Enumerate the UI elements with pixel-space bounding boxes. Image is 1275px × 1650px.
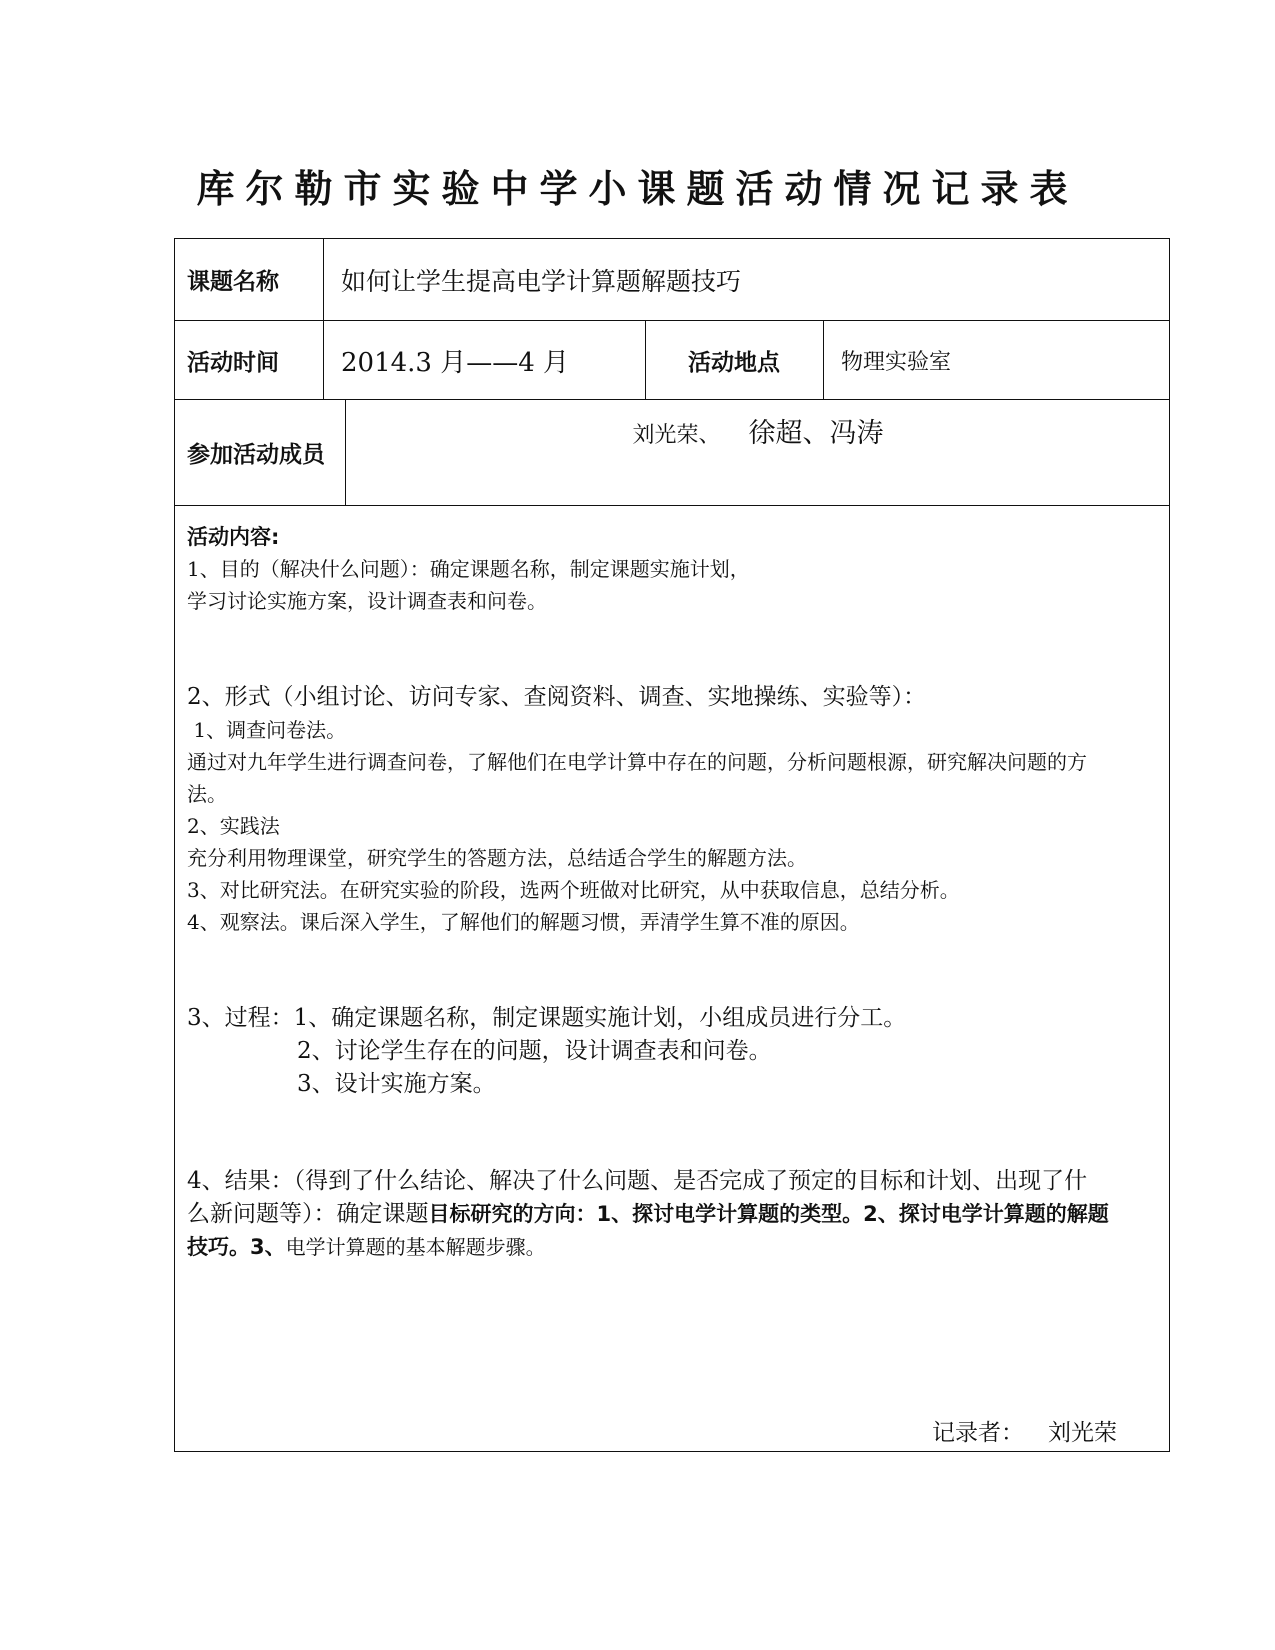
record-table: [174, 238, 1170, 1452]
process-line: 3、过程：1、确定课题名称，制定课题实施计划，小组成员进行分工。: [187, 1005, 907, 1031]
form-item-desc: 法。: [187, 782, 227, 806]
result-line: [187, 1231, 1157, 1263]
form-item: 1、调查问卷法。: [187, 718, 347, 742]
result-text: 电学计算题的基本解题步骤。: [285, 1235, 546, 1259]
content-heading: 活动内容:: [187, 525, 280, 549]
purpose-line: 1、目的（解决什么问题）：确定课题名称，制定课题实施计划，: [187, 557, 750, 581]
result-line: 4、结果：（得到了什么结论、解决了什么问题、是否完成了预定的目标和计划、出现了什: [187, 1168, 1088, 1194]
form-item: 4、观察法。课后深入学生，了解他们的解题习惯，弄清学生算不准的原因。: [187, 910, 860, 934]
purpose-line: 学习讨论实施方案，设计调查表和问卷。: [187, 589, 547, 613]
topic-value: 如何让学生提高电学计算题解题技巧: [341, 266, 742, 296]
recorder-label: 记录者：: [932, 1420, 1024, 1446]
result-line: [187, 1198, 1157, 1231]
col-divider: [323, 239, 324, 400]
place-value: 物理实验室: [841, 349, 952, 375]
members-label: 参加活动成员: [187, 442, 325, 468]
result-bold-text: 目标研究的方向：1、探讨电学计算题的类型。2、探讨电学计算题的解题: [428, 1202, 1109, 1226]
process-line: 2、讨论学生存在的问题，设计调查表和问卷。: [297, 1038, 772, 1064]
member-name: 徐超、冯涛: [748, 418, 884, 449]
result-bold-text: 技巧。3、: [187, 1235, 286, 1259]
page-title: 库尔勒市实验中学小课题活动情况记录表: [196, 167, 1079, 211]
member-name: 刘光荣、: [632, 423, 721, 448]
activity-content: [187, 521, 1157, 1263]
result-text: 么新问题等）：确定课题: [187, 1201, 429, 1227]
time-label: 活动时间: [187, 349, 279, 376]
form-item-desc: 充分利用物理课堂，研究学生的答题方法，总结适合学生的解题方法。: [187, 846, 807, 870]
form-item-desc: 通过对九年学生进行调查问卷，了解他们在电学计算中存在的问题，分析问题根源，研究解决问题的方: [187, 750, 1087, 774]
col-divider: [823, 320, 824, 400]
form-item: 2、实践法: [187, 814, 280, 838]
process-line: 3、设计实施方案。: [297, 1071, 496, 1097]
form-title: 2、形式（小组讨论、访问专家、查阅资料、调查、实地操练、实验等）：: [187, 684, 927, 710]
recorder: [932, 1414, 1117, 1447]
members-value: [345, 411, 1171, 451]
topic-label: 课题名称: [187, 269, 279, 295]
place-label: 活动地点: [688, 349, 780, 376]
form-item: 3、对比研究法。在研究实验的阶段，选两个班做对比研究，从中获取信息，总结分析。: [187, 878, 960, 902]
time-value: 2014.3 月——4 月: [341, 347, 570, 378]
recorder-name: 刘光荣: [1048, 1420, 1117, 1446]
